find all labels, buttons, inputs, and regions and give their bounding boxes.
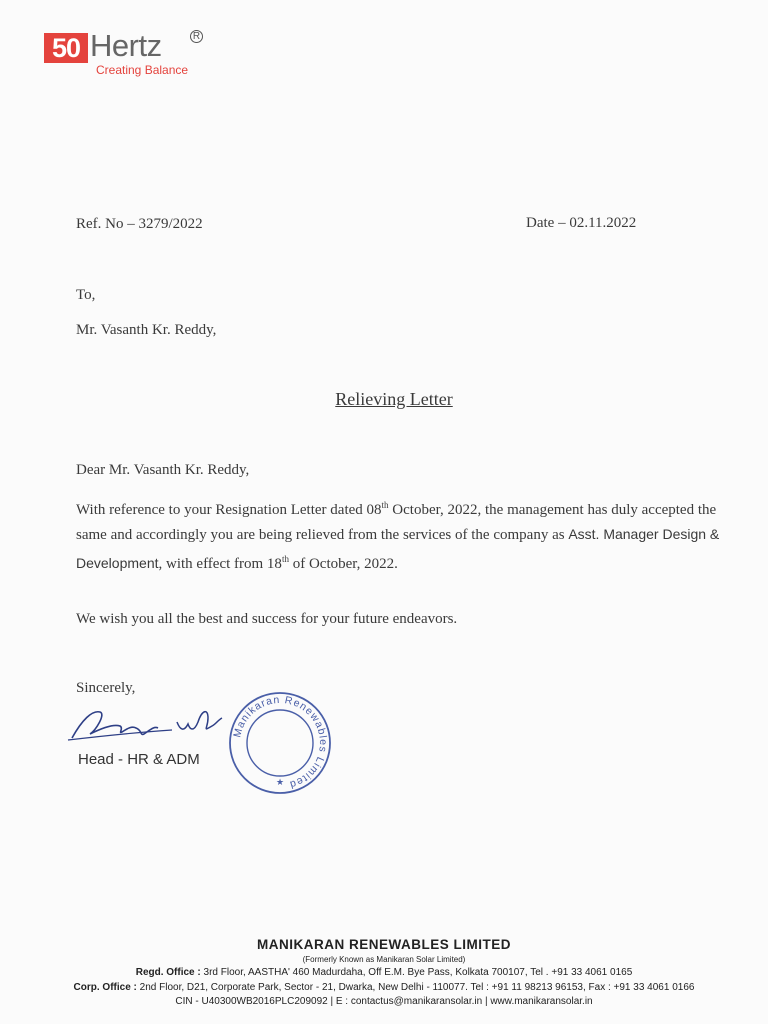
footer-regd-office — [0, 967, 768, 978]
body-text-4: of October, 2022. — [288, 556, 398, 572]
logo-tagline: Creating Balance — [96, 63, 189, 77]
ordinal-sup-2: th — [281, 554, 289, 564]
handwritten-signature — [62, 700, 232, 750]
salutation: Dear Mr. Vasanth Kr. Reddy, — [76, 462, 250, 478]
company-stamp — [220, 688, 340, 798]
reference-number: Ref. No – 3279/2022 — [76, 216, 203, 232]
letter-title: Relieving Letter — [335, 389, 453, 409]
svg-text:Manikaran Renewables Limited: Manikaran Renewables Limited — [231, 693, 330, 791]
ordinal-sup-1: th — [381, 500, 389, 510]
corp-text: 2nd Floor, D21, Corporate Park, Sector - 21, Dwarka, New Delhi - 110077. Tel : +91 11 98213 96153, Fax : +91 33 4061 0166 — [139, 982, 695, 993]
body-paragraph — [76, 493, 726, 576]
footer-formerly: (Formerly Known as Manikaran Solar Limited) — [302, 955, 466, 964]
corp-label: Corp. Office : — [73, 982, 137, 993]
svg-text:★: ★ — [275, 778, 285, 788]
company-logo — [44, 30, 214, 80]
footer-cin-contact: CIN - U40300WB2016PLC209092 | E : contactus@manikaransolar.in | www.manikaransolar.in — [175, 996, 593, 1007]
footer-company: MANIKARAN RENEWABLES LIMITED — [257, 937, 511, 952]
logo-word: Hertz — [90, 28, 162, 63]
closing: Sincerely, — [76, 680, 136, 696]
letter-date: Date – 02.11.2022 — [526, 215, 637, 231]
to-line: To, — [76, 287, 96, 303]
logo-number: 50 — [44, 33, 88, 63]
regd-text: 3rd Floor, AASTHA' 460 Madurdaha, Off E.M. Bye Pass, Kolkata 700107, Tel . +91 33 4061 0165 — [203, 967, 633, 978]
body-text-1: With reference to your Resignation Letter dated 08 — [76, 502, 382, 518]
footer-corp-office — [0, 982, 768, 993]
recipient-name: Mr. Vasanth Kr. Reddy, — [76, 322, 217, 338]
regd-label: Regd. Office : — [135, 967, 201, 978]
designation: Asst. Manager Design & Development — [76, 526, 720, 571]
body-text-2: October, 2022, the management has duly accepted the same and accordingly you are being relieved from the services of the company as — [76, 502, 717, 543]
signatory-title: Head - HR & ADM — [78, 751, 200, 768]
registered-mark: R — [190, 30, 203, 43]
body-text-3: , with effect from 18 — [158, 556, 282, 572]
wishes-line: We wish you all the best and success for your future endeavors. — [76, 611, 458, 627]
